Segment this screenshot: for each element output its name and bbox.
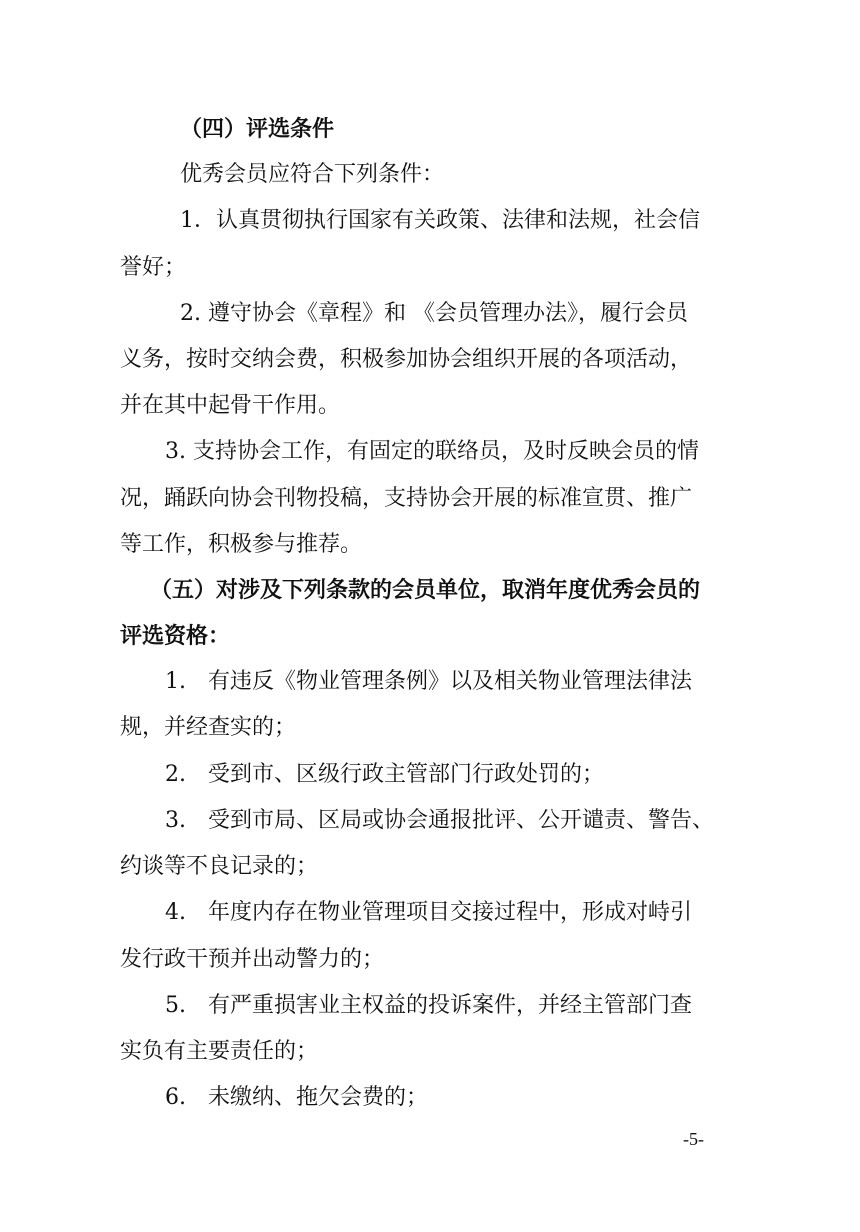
- section-5-heading: （五）对涉及下列条款的会员单位，取消年度优秀会员的: [150, 577, 701, 603]
- section-4-item-2: 2. 遵守协会《章程》和 《会员管理办法》，履行会员: [180, 301, 688, 326]
- section-5-item-4: 4. 年度内存在物业管理项目交接过程中，形成对峙引: [165, 900, 692, 925]
- section-5-item-3: 3. 受到市局、区局或协会通报批评、公开谴责、警告、: [165, 808, 714, 833]
- section-4-item-1: 1．认真贯彻执行国家有关政策、法律和法规，社会信: [180, 208, 700, 233]
- section-4-item-3: 3. 支持协会工作，有固定的联络员，及时反映会员的情: [165, 439, 699, 464]
- section-4-heading: （四）评选条件: [180, 116, 335, 142]
- section-4-item-1-cont: 誉好；: [120, 255, 187, 280]
- section-5-item-3-cont: 约谈等不良记录的；: [120, 854, 319, 879]
- section-4-item-2-cont-1: 义务，按时交纳会费，积极参加协会组织开展的各项活动，: [120, 347, 693, 372]
- section-5-item-5: 5. 有严重损害业主权益的投诉案件，并经主管部门查: [165, 993, 692, 1018]
- section-5-item-1: 1. 有违反《物业管理条例》以及相关物业管理法律法: [165, 669, 692, 694]
- page-number: -5-: [683, 1129, 704, 1149]
- section-5-item-4-cont: 发行政干预并出动警力的；: [120, 947, 385, 972]
- section-5-item-6: 6. 未缴纳、拖欠会费的；: [165, 1085, 428, 1110]
- section-4-intro: 优秀会员应符合下列条件：: [180, 162, 445, 187]
- section-4-item-3-cont-2: 等工作，积极参与推荐。: [120, 532, 363, 557]
- section-5-item-2: 2. 受到市、区级行政主管部门行政处罚的；: [165, 762, 604, 787]
- section-4-item-2-cont-2: 并在其中起骨干作用。: [120, 393, 341, 418]
- section-5-item-5-cont: 实负有主要责任的；: [120, 1039, 319, 1064]
- section-5-item-1-cont: 规，并经查实的；: [120, 715, 297, 740]
- section-5-heading-cont: 评选资格：: [120, 623, 231, 649]
- section-4-item-3-cont-1: 况，踊跃向协会刊物投稿，支持协会开展的标准宣贯、推广: [120, 486, 693, 511]
